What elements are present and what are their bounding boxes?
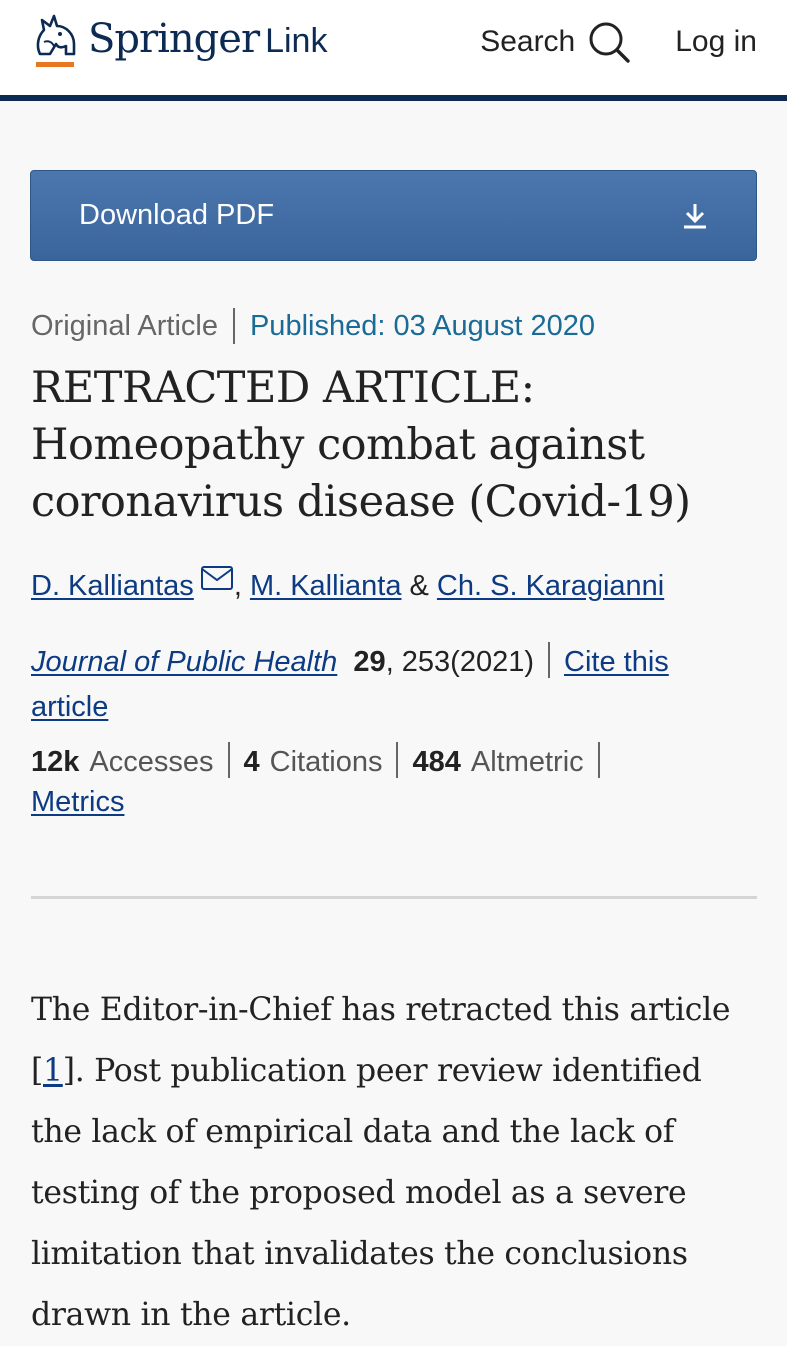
- altmetric-count: 484: [412, 746, 461, 778]
- journal-link[interactable]: Journal of Public Health: [31, 646, 338, 678]
- meta-divider: [233, 308, 235, 344]
- citation-divider: [548, 642, 550, 678]
- search-button[interactable]: [480, 20, 631, 64]
- author-ampersand: &: [409, 570, 429, 602]
- retraction-notice: [31, 980, 761, 1346]
- section-divider: [31, 896, 757, 899]
- accesses-label: Accesses: [89, 746, 214, 778]
- altmetric-label: Altmetric: [470, 746, 584, 778]
- retraction-text-start: The Editor-in-Chief has retracted this article [: [31, 992, 731, 1089]
- author-link-3[interactable]: Ch. S. Karagianni: [436, 570, 665, 602]
- header-nav: [480, 20, 757, 64]
- site-header: [0, 0, 787, 101]
- metrics-divider: [396, 742, 398, 778]
- citations-count: 4: [243, 746, 260, 778]
- article-metrics: [31, 742, 751, 822]
- logo-suffix: Link: [265, 22, 328, 60]
- search-icon: [587, 20, 631, 64]
- citations-label: Citations: [269, 746, 383, 778]
- author-link-1[interactable]: D. Kalliantas: [31, 570, 194, 602]
- author-link-2[interactable]: M. Kallianta: [249, 570, 402, 602]
- journal-volume: 29: [353, 646, 386, 678]
- metrics-divider: [598, 742, 600, 778]
- metrics-link[interactable]: Metrics: [31, 786, 125, 818]
- metrics-divider: [228, 742, 230, 778]
- email-icon[interactable]: [200, 565, 234, 591]
- retraction-text-end: ]. Post publication peer review identified the lack of empirical data and the lack of testing of the proposed model as a severe limitation that invalidates the conclusions drawn in the article.: [31, 1053, 702, 1333]
- journal-pages-year: , 253(2021): [385, 646, 535, 678]
- reference-link-1[interactable]: 1: [43, 1053, 63, 1089]
- download-icon: [682, 202, 708, 230]
- springer-link-logo[interactable]: [30, 12, 327, 70]
- download-pdf-button[interactable]: [30, 170, 757, 261]
- download-pdf-label: Download PDF: [79, 199, 275, 231]
- logo-brand: Springer: [88, 16, 260, 62]
- published-date: Published: 03 August 2020: [249, 309, 596, 342]
- cite-this-article-link[interactable]: Cite this article: [31, 646, 669, 723]
- journal-citation: [31, 640, 751, 730]
- login-link[interactable]: Log in: [675, 25, 757, 58]
- author-list: [31, 565, 664, 603]
- springer-horse-icon: [30, 12, 80, 70]
- logo-wordmark: [88, 16, 327, 62]
- article-meta: [31, 308, 595, 344]
- search-label: Search: [480, 25, 576, 58]
- article-title: RETRACTED ARTICLE: Homeopathy combat against coronavirus disease (Covid-19): [31, 363, 691, 527]
- accesses-count: 12k: [31, 746, 80, 778]
- article-type: Original Article: [31, 309, 218, 342]
- author-separator: ,: [233, 570, 242, 602]
